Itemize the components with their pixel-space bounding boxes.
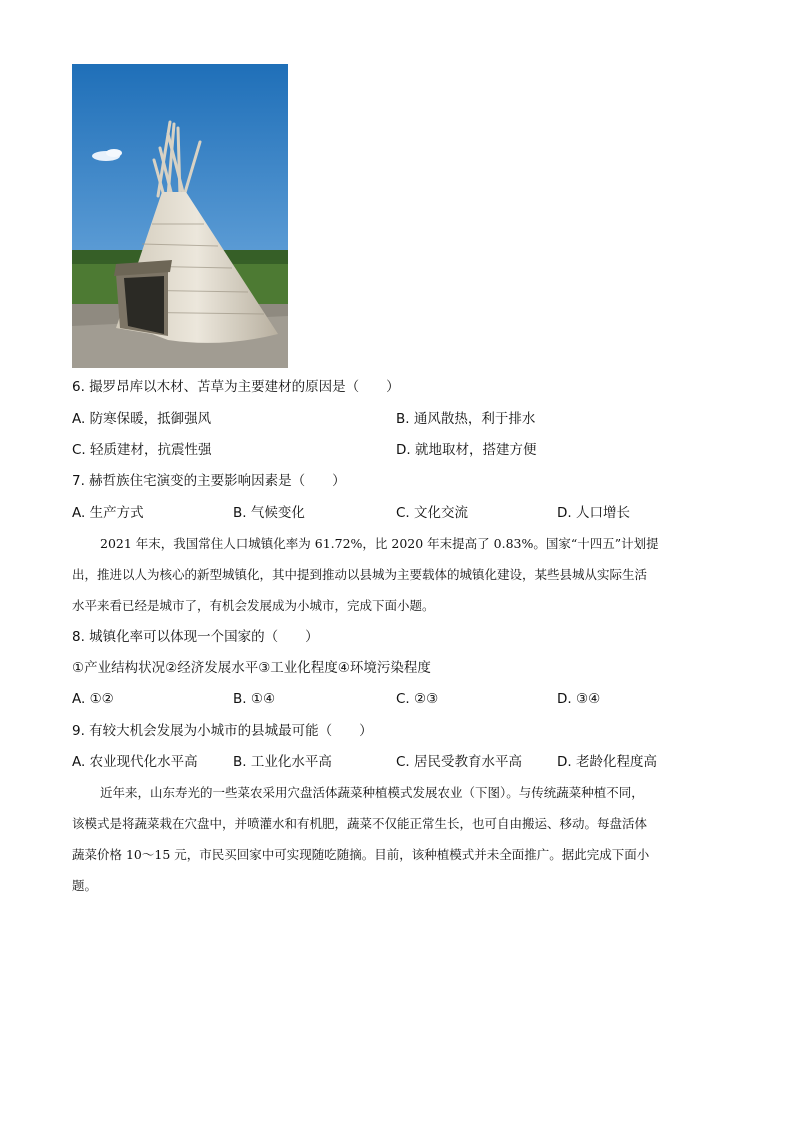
passage-2-line-4: 题。 [72,878,98,893]
question-6-stem: 6. 撮罗昂库以木材、苫草为主要建材的原因是（ ） [72,379,400,395]
q6-option-a: A. 防寒保暖，抵御强风 [72,411,212,427]
question-9-stem: 9. 有较大机会发展为小城市的县城最可能（ ） [72,723,373,739]
q6-option-d: D. 就地取材，搭建方便 [396,442,537,458]
q8-statements: ①产业结构状况②经济发展水平③工业化程度④环境污染程度 [72,660,431,676]
question-7-stem: 7. 赫哲族住宅演变的主要影响因素是（ ） [72,473,346,489]
q9-option-c: C. 居民受教育水平高 [396,754,523,770]
passage-2-line-1: 近年来，山东寿光的一些菜农采用穴盘活体蔬菜种植模式发展农业（下图）。与传统蔬菜种植不同， [100,785,644,800]
q8-option-a: A. ①② [72,691,114,707]
passage-2-line-3: 蔬菜价格 10～15 元，市民买回家中可实现随吃随摘。目前，该种植模式并未全面推广。据此完成下面小 [72,847,650,862]
q7-option-b: B. 气候变化 [233,505,305,521]
q6-option-b: B. 通风散热，利于排水 [396,411,536,427]
q7-option-c: C. 文化交流 [396,505,469,521]
q9-option-d: D. 老龄化程度高 [557,754,657,770]
q8-option-d: D. ③④ [557,691,601,707]
q6-option-c: C. 轻质建材，抗震性强 [72,442,212,458]
passage-2-line-2: 该模式是将蔬菜栽在穴盘中，并喷灌水和有机肥，蔬菜不仅能正常生长，也可自由搬运、移动。每盘活体 [72,816,648,831]
tent-photo [72,64,288,368]
q7-option-a: A. 生产方式 [72,505,144,521]
q8-option-c: C. ②③ [396,691,439,707]
question-8-stem: 8. 城镇化率可以体现一个国家的（ ） [72,629,319,645]
passage-1-line-3: 水平来看已经是城市了，有机会发展成为小城市，完成下面小题。 [72,598,435,613]
passage-1-line-2: 出，推进以人为核心的新型城镇化，其中提到推动以县城为主要载体的城镇化建设，某些县城从实际生活 [72,567,648,582]
passage-1-line-1: 2021 年末，我国常住人口城镇化率为 61.72%，比 2020 年末提高了 0.83%。国家“十四五”计划提 [100,536,659,551]
q9-option-b: B. 工业化水平高 [233,754,332,770]
q9-option-a: A. 农业现代化水平高 [72,754,198,770]
q8-option-b: B. ①④ [233,691,276,707]
q7-option-d: D. 人口增长 [557,505,630,521]
